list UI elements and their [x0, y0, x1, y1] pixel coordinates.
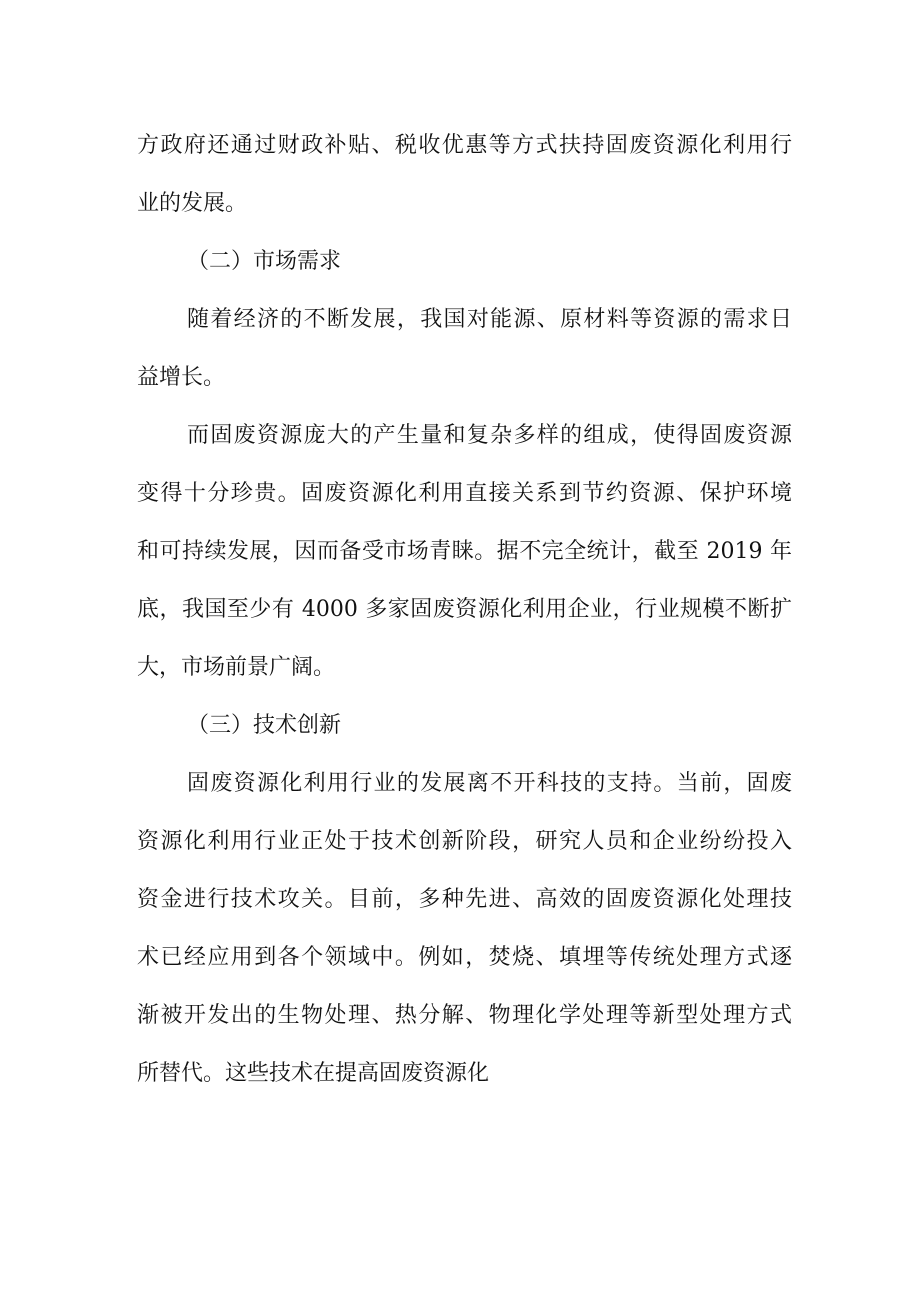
paragraph-line: 变得十分珍贵。固废资源化利用直接关系到节约资源、保护环境	[137, 481, 792, 506]
section-heading-market-demand: （二）市场需求	[187, 249, 342, 274]
paragraph-line: 固废资源化利用行业的发展离不开科技的支持。当前，固废	[187, 771, 792, 796]
paragraph-line: 术已经应用到各个领域中。例如，焚烧、填埋等传统处理方式逐	[137, 945, 792, 970]
paragraph-line: 资源化利用行业正处于技术创新阶段，研究人员和企业纷纷投入	[137, 829, 792, 854]
document-body	[137, 121, 792, 1107]
paragraph-line: 业的发展。	[137, 191, 248, 216]
paragraph-line: 方政府还通过财政补贴、税收优惠等方式扶持固废资源化利用行	[137, 133, 792, 158]
paragraph-line: 所替代。这些技术在提高固废资源化	[137, 1061, 490, 1086]
paragraph-line: 益增长。	[137, 365, 226, 390]
paragraph-line: 和可持续发展，因而备受市场青睐。据不完全统计，截至 2019 年	[137, 539, 792, 564]
paragraph-line: 资金进行技术攻关。目前，多种先进、高效的固废资源化处理技	[137, 887, 792, 912]
paragraph-line: 而固废资源庞大的产生量和复杂多样的组成，使得固废资源	[187, 423, 792, 448]
paragraph-line: 随着经济的不断发展，我国对能源、原材料等资源的需求日	[187, 307, 792, 332]
section-heading-tech-innovation: （三）技术创新	[187, 713, 342, 738]
paragraph-line: 渐被开发出的生物处理、热分解、物理化学处理等新型处理方式	[137, 1003, 792, 1028]
paragraph-line: 大，市场前景广阔。	[137, 655, 336, 680]
paragraph-line: 底，我国至少有 4000 多家固废资源化利用企业，行业规模不断扩	[137, 597, 792, 622]
